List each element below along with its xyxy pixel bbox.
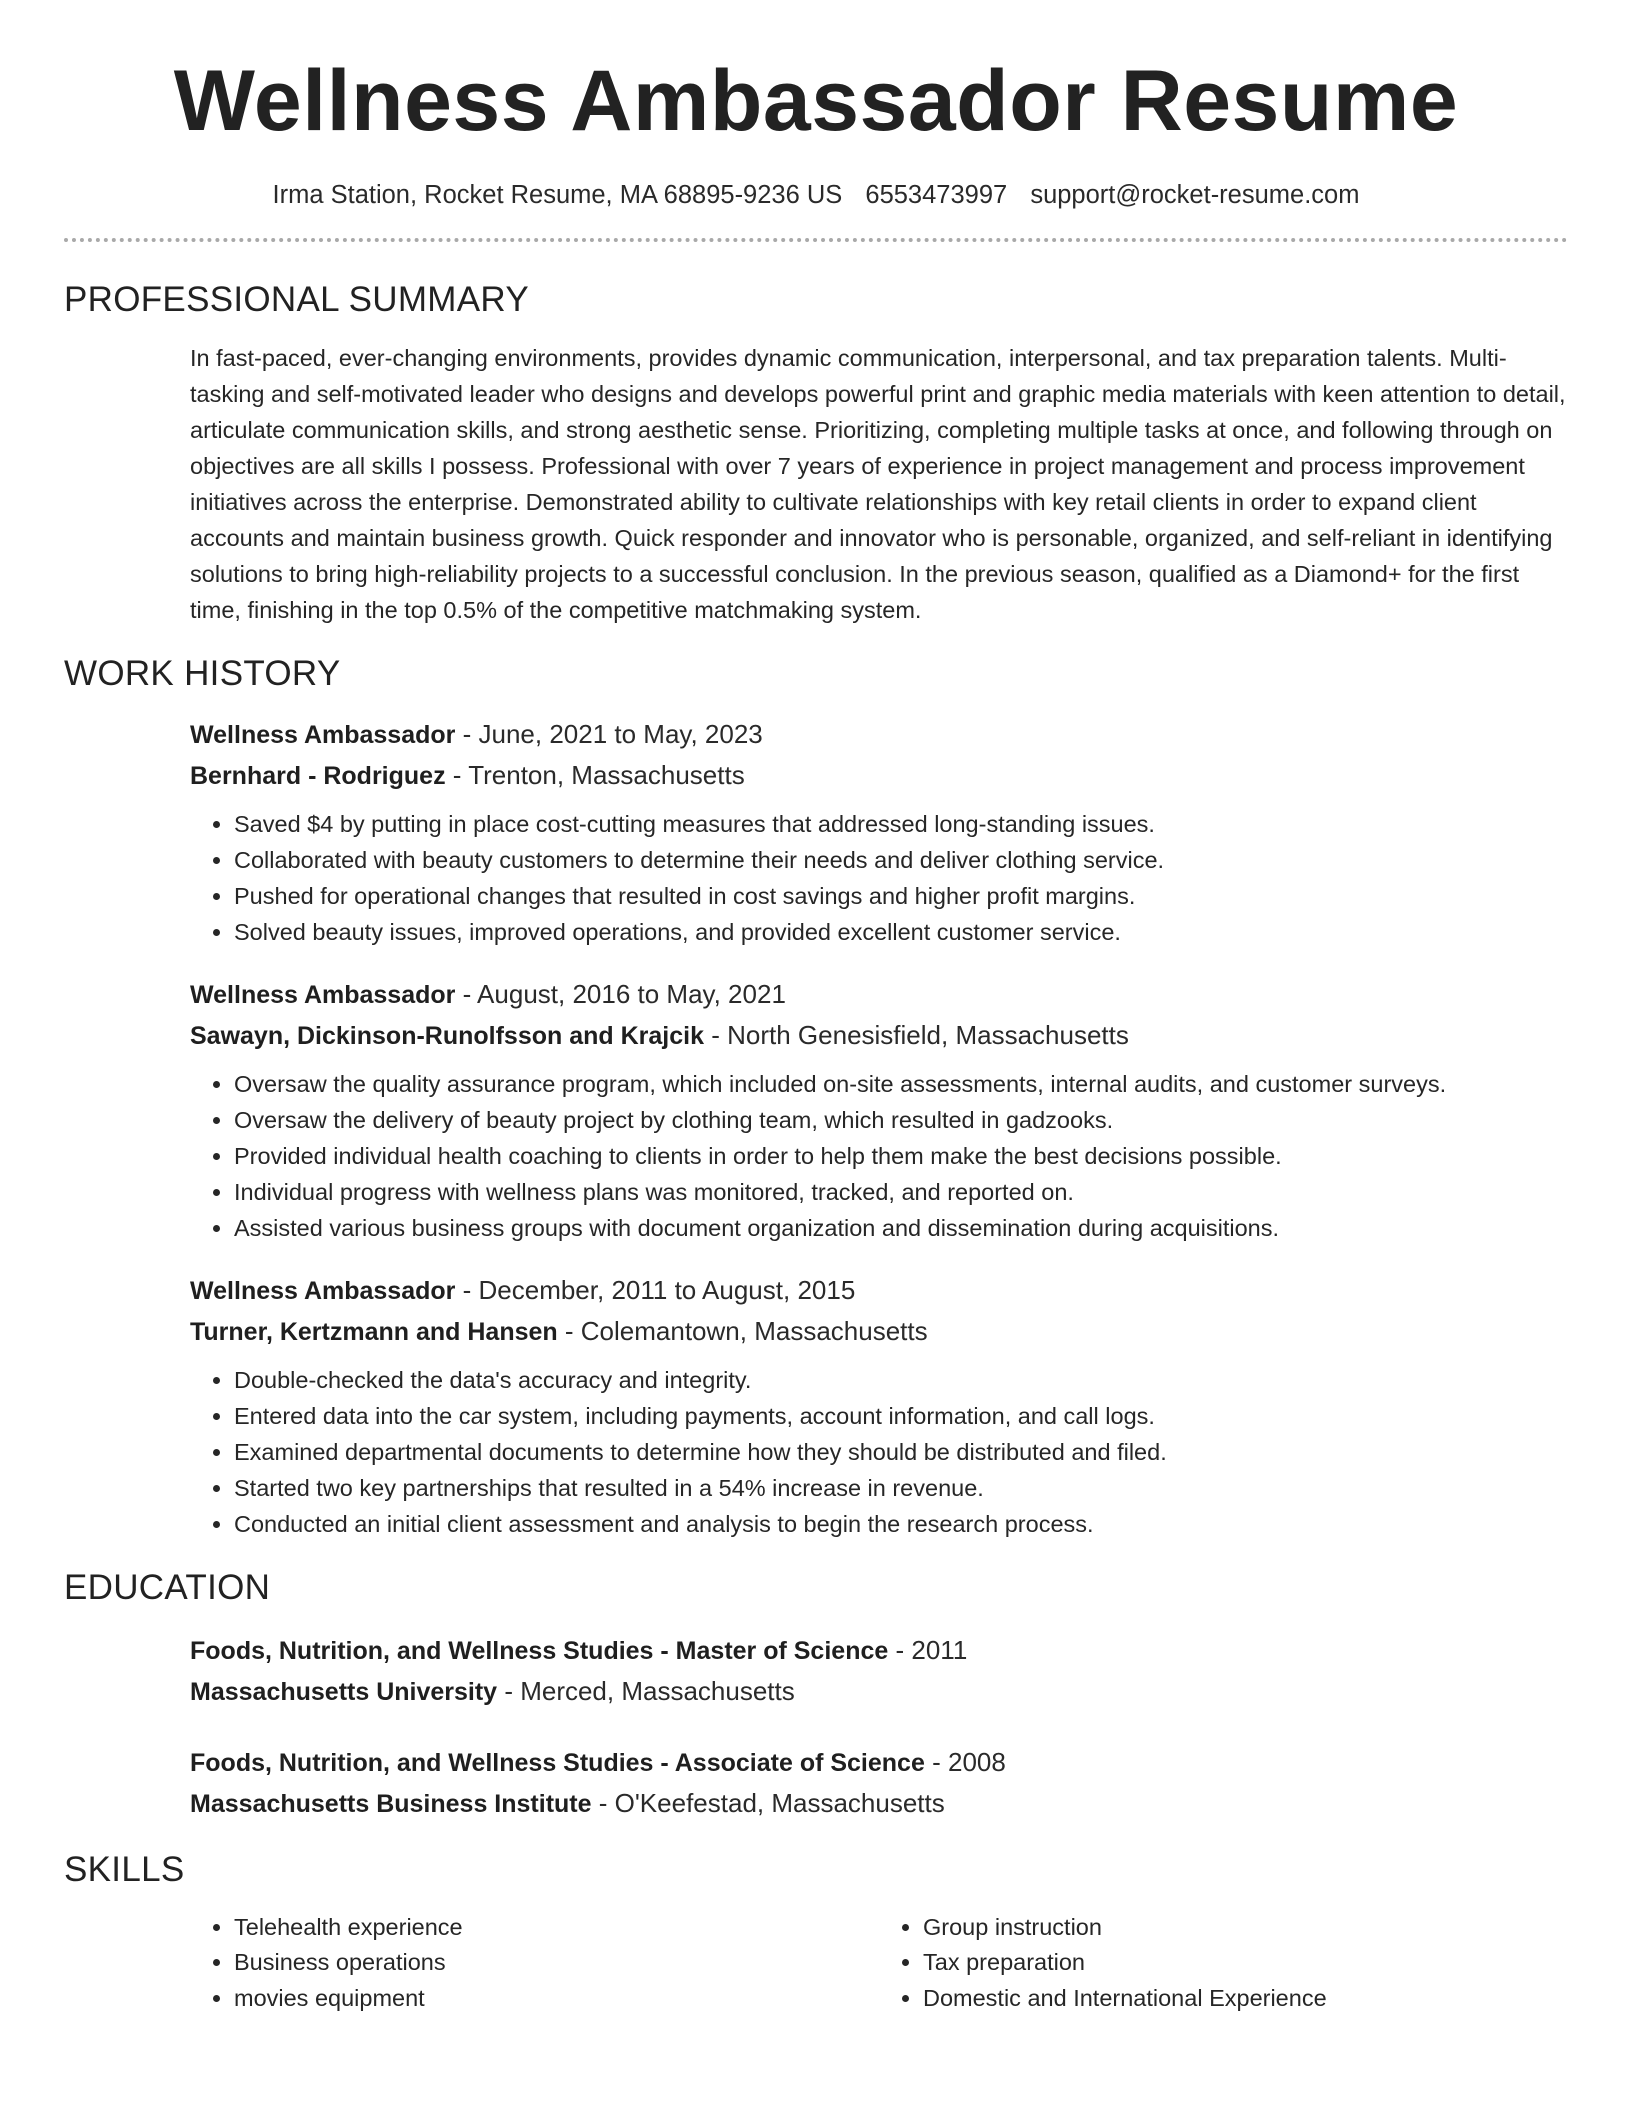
job-title-line <box>190 714 1568 755</box>
job-dates: - August, 2016 to May, 2021 <box>455 978 786 1009</box>
job-title-line <box>190 1270 1568 1311</box>
job-title: Wellness Ambassador <box>190 720 456 749</box>
list-item: • Telehealth experience <box>234 1910 879 1946</box>
summary-body <box>190 340 1568 628</box>
list-item: • Conducted an initial client assessment and analysis to begin the research process. <box>234 1506 1568 1542</box>
job-company: Bernhard - Rodriguez <box>190 761 446 790</box>
job-bullets <box>190 1362 1568 1542</box>
summary-section <box>64 280 1568 628</box>
work-history-heading: WORK HISTORY <box>64 653 341 693</box>
contact-line <box>0 181 1632 210</box>
degree-year: - 2011 <box>888 1634 968 1665</box>
job-bullets <box>190 1066 1568 1246</box>
page-title: Wellness Ambassador Resume <box>173 53 1459 149</box>
job-dates: - June, 2021 to May, 2023 <box>455 718 763 749</box>
degree-title: Foods, Nutrition, and Wellness Studies - Associate of Science <box>190 1748 925 1777</box>
job-entry <box>190 1270 1568 1542</box>
list-item: • Solved beauty issues, improved operations, and provided excellent customer service. <box>234 914 1568 950</box>
job-location: - Trenton, Massachusetts <box>445 759 745 790</box>
job-company-line <box>190 1015 1568 1056</box>
education-heading: EDUCATION <box>64 1567 271 1607</box>
skills-section <box>64 1850 1568 2017</box>
list-item: • Started two key partnerships that resulted in a 54% increase in revenue. <box>234 1470 1568 1506</box>
list-item: • Tax preparation <box>923 1945 1568 1981</box>
school-line <box>190 1671 1568 1712</box>
list-item: • Pushed for operational changes that resulted in cost savings and higher profit margins. <box>234 878 1568 914</box>
education-entry <box>190 1742 1568 1824</box>
list-item: • Saved $4 by putting in place cost-cutting measures that addressed long-standing issues. <box>234 806 1568 842</box>
list-item: • Group instruction <box>923 1910 1568 1946</box>
list-item: • Entered data into the car system, including payments, account information, and call logs. <box>234 1398 1568 1434</box>
summary-text: In fast-paced, ever-changing environments, provides dynamic communication, interpersonal, and tax preparation talents. Multi-tasking and self-motivated leader who designs and develops powerful print and graphic media materials with keen attention to detail, articulate communication skills, and strong aesthetic sense. Prioritizing, completing multiple tasks at once, and following through on objectives are all skills I possess. Professional with over 7 years of experience in project management and process improvement initiatives across the enterprise. Demonstrated ability to cultivate relationships with key retail clients in order to expand client accounts and maintain business growth. Quick responder and innovator who is personable, organized, and self-reliant in identifying solutions to bring high-reliability projects to a successful conclusion. In the previous season, qualified as a Diamond+ for the first time, finishing in the top 0.5% of the competitive matchmaking system. <box>190 344 1566 623</box>
contact-address: Irma Station, Rocket Resume, MA 68895-9236 US <box>272 180 843 209</box>
skills-grid <box>190 1910 1568 2017</box>
header-divider <box>64 238 1568 242</box>
job-company-line <box>190 755 1568 796</box>
job-company: Sawayn, Dickinson-Runolfsson and Krajcik <box>190 1021 705 1050</box>
degree-line <box>190 1630 1568 1671</box>
list-item: • movies equipment <box>234 1981 879 2017</box>
degree-line <box>190 1742 1568 1783</box>
list-item: • Examined departmental documents to determine how they should be distributed and filed. <box>234 1434 1568 1470</box>
job-company: Turner, Kertzmann and Hansen <box>190 1317 558 1346</box>
list-item: • Oversaw the delivery of beauty project by clothing team, which resulted in gadzooks. <box>234 1102 1568 1138</box>
list-item: • Provided individual health coaching to clients in order to help them make the best decisions possible. <box>234 1138 1568 1174</box>
skills-column-right <box>879 1910 1568 2017</box>
list-item: • Business operations <box>234 1945 879 1981</box>
job-entry <box>190 714 1568 950</box>
job-title: Wellness Ambassador <box>190 1276 456 1305</box>
school-name: Massachusetts University <box>190 1677 498 1706</box>
school-location: - Merced, Massachusetts <box>497 1675 795 1706</box>
list-item: • Individual progress with wellness plans was monitored, tracked, and reported on. <box>234 1174 1568 1210</box>
school-line <box>190 1783 1568 1824</box>
contact-email: support@rocket-resume.com <box>1030 180 1360 209</box>
list-item: • Assisted various business groups with document organization and dissemination during acquisitions. <box>234 1210 1568 1246</box>
job-entry <box>190 974 1568 1246</box>
list-item: • Collaborated with beauty customers to determine their needs and deliver clothing service. <box>234 842 1568 878</box>
job-location: - North Genesisfield, Massachusetts <box>704 1019 1129 1050</box>
degree-year: - 2008 <box>924 1746 1006 1777</box>
job-dates: - December, 2011 to August, 2015 <box>455 1274 856 1305</box>
summary-heading: PROFESSIONAL SUMMARY <box>64 279 529 319</box>
job-bullets <box>190 806 1568 950</box>
degree-title: Foods, Nutrition, and Wellness Studies - Master of Science <box>190 1636 889 1665</box>
job-company-line <box>190 1311 1568 1352</box>
job-location: - Colemantown, Massachusetts <box>557 1315 928 1346</box>
list-item: • Domestic and International Experience <box>923 1981 1568 2017</box>
work-history-section <box>64 654 1568 1542</box>
contact-phone: 6553473997 <box>865 180 1008 209</box>
list-item: • Oversaw the quality assurance program, which included on-site assessments, internal audits, and customer surveys. <box>234 1066 1568 1102</box>
education-section <box>64 1568 1568 1824</box>
school-location: - O'Keefestad, Massachusetts <box>591 1787 945 1818</box>
education-entry <box>190 1630 1568 1712</box>
job-title-line <box>190 974 1568 1015</box>
list-item: • Double-checked the data's accuracy and integrity. <box>234 1362 1568 1398</box>
skills-column-left <box>190 1910 879 2017</box>
skills-heading: SKILLS <box>64 1849 185 1889</box>
resume-header <box>0 0 1632 210</box>
job-title: Wellness Ambassador <box>190 980 456 1009</box>
school-name: Massachusetts Business Institute <box>190 1789 592 1818</box>
